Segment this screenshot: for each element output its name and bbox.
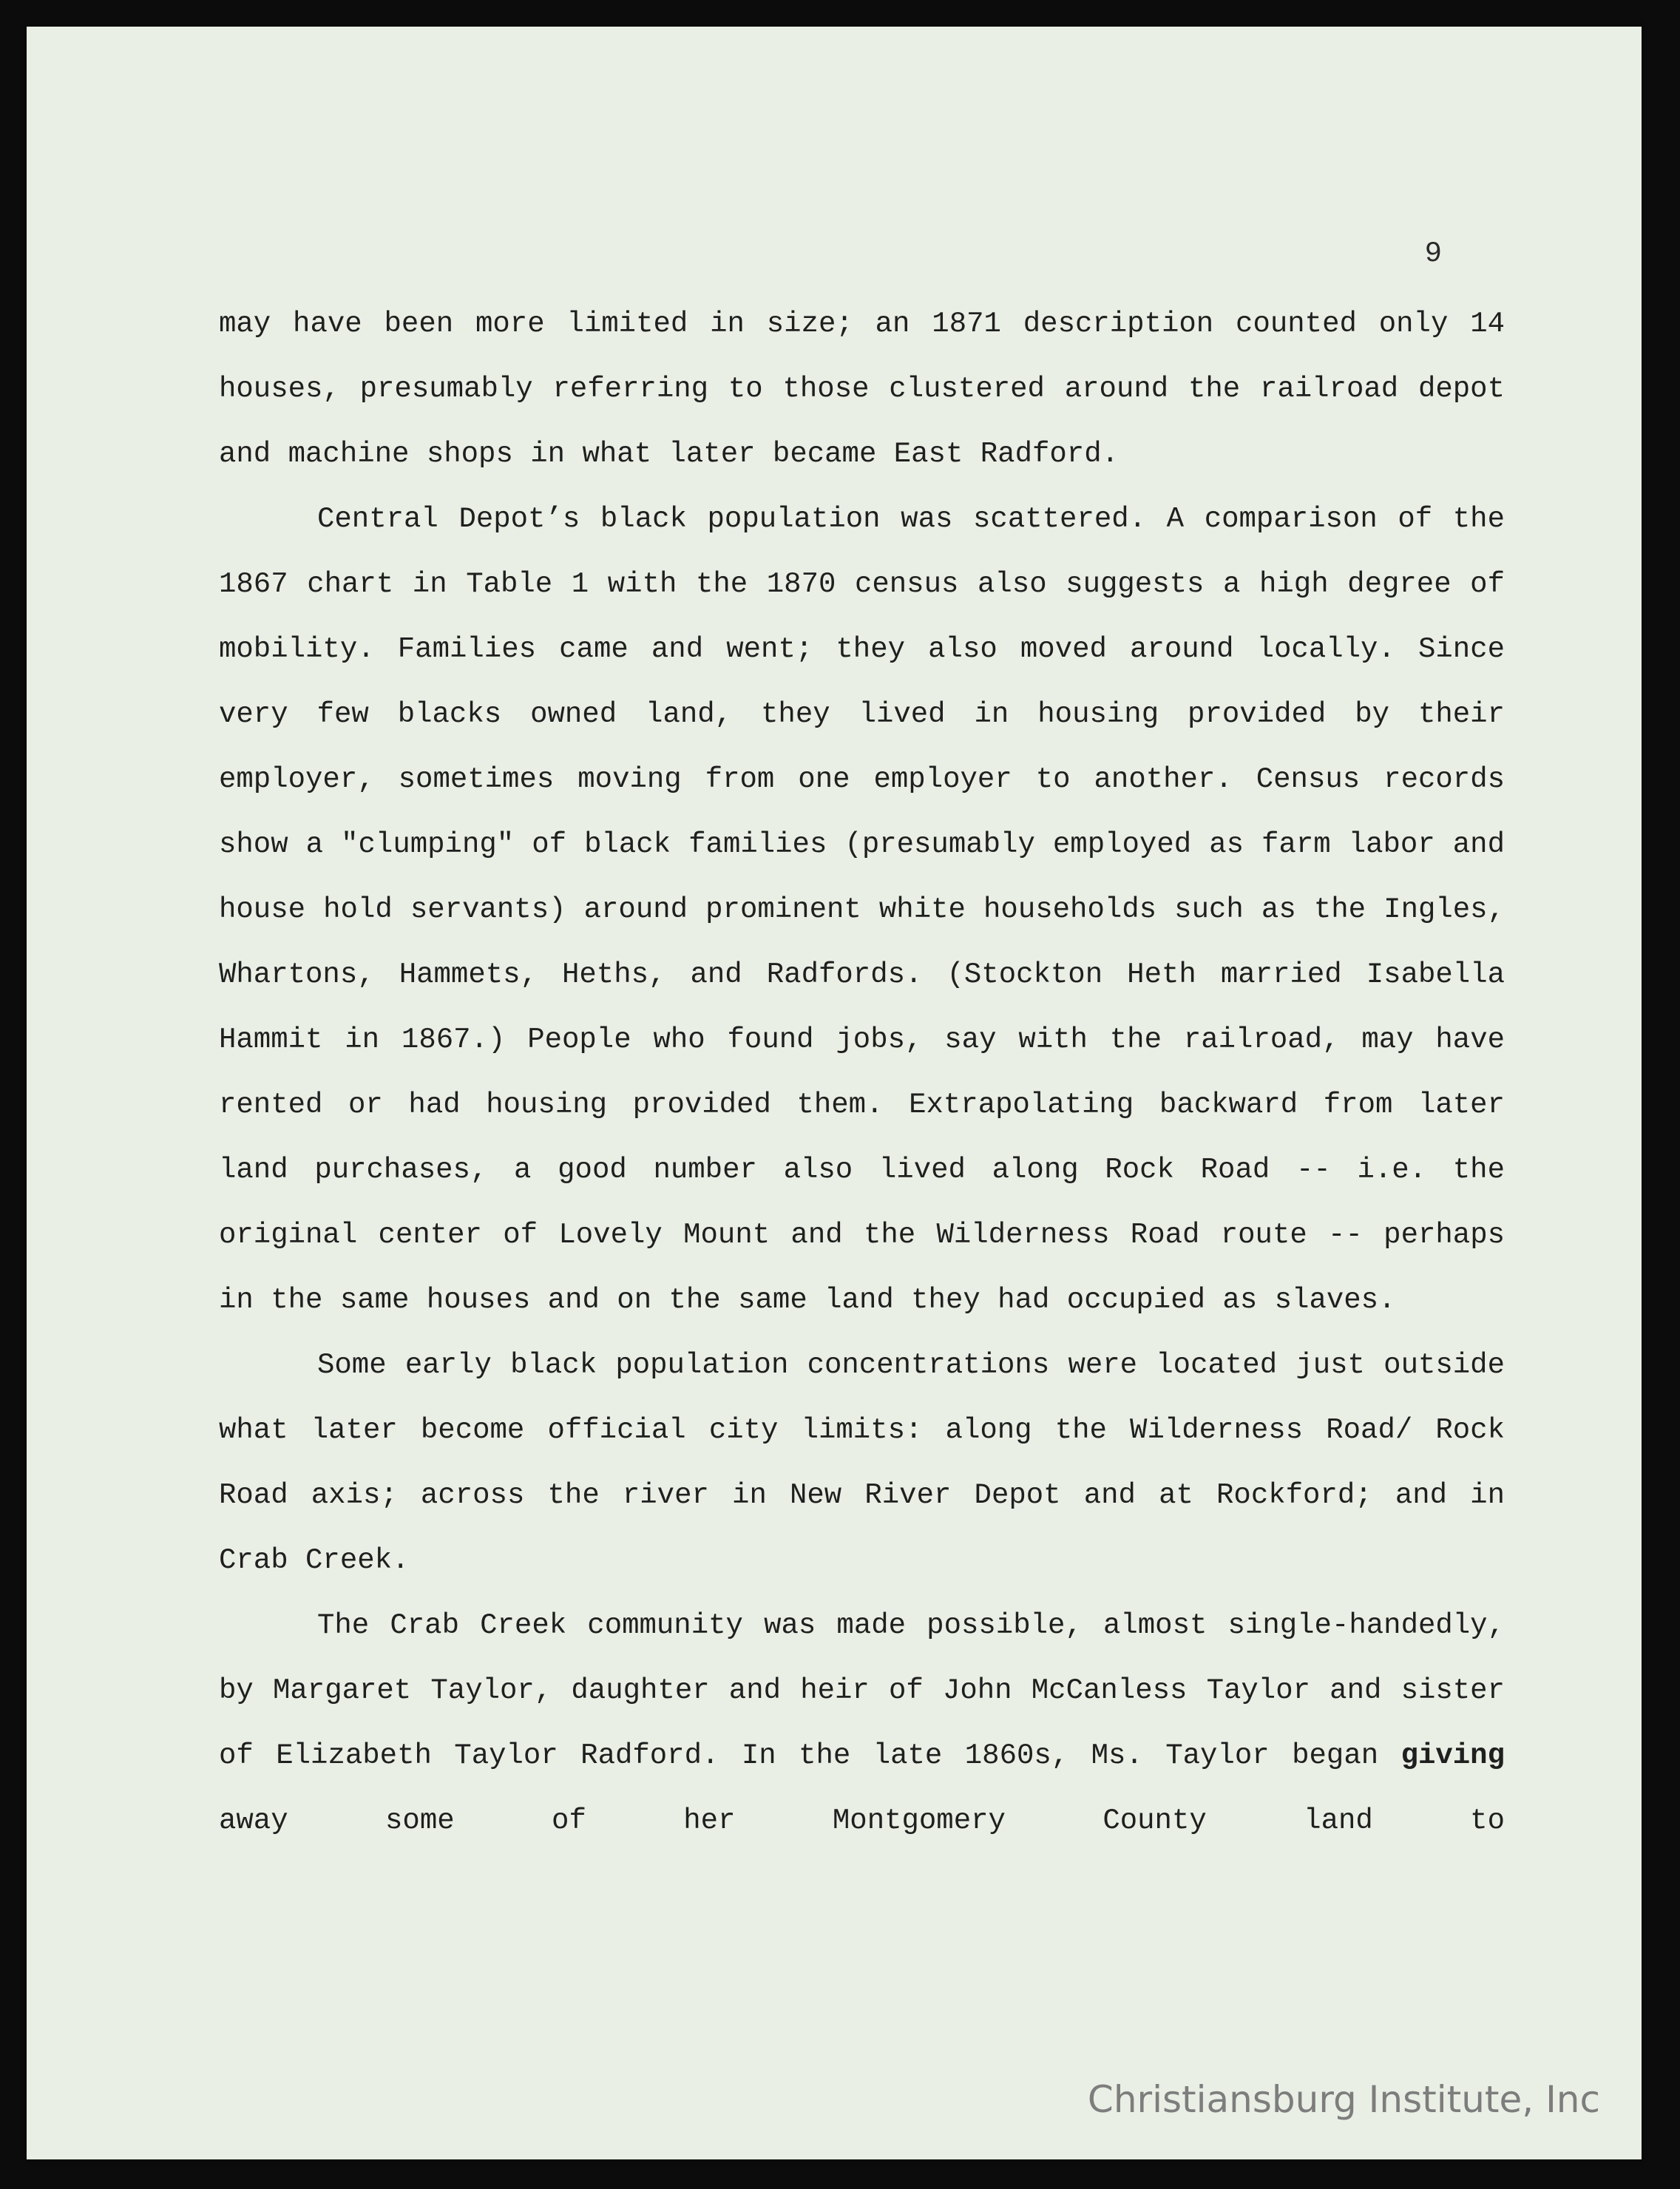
paragraph-4-text-after: away some of her Montgomery County land to (219, 1804, 1505, 1837)
paragraph-4 (219, 1593, 1505, 1853)
paragraph-1: may have been more limited in size; an 1871 description counted only 14 houses, presumably referring to those clustered around the railroad depot and machine shops in what later became East Radford. (219, 308, 1505, 470)
paragraph-4-bold-word: giving (1400, 1739, 1505, 1772)
paragraph-3: Some early black population concentrations were located just outside what later become official city limits: along the Wilderness Road/ Rock Road axis; across the river in New River Depot and at Rockford; and in Crab Creek. (219, 1349, 1505, 1577)
body-text (219, 291, 1505, 1853)
paragraph-4-text-before: The Crab Creek community was made possible, almost single-handedly, by Margaret Taylor, daughter and heir of John McCanless Taylor and sister of Elizabeth Taylor Radford. In the late 1860s, Ms. Taylor began (219, 1609, 1505, 1772)
page-number: 9 (1424, 237, 1442, 270)
paragraph-2: Central Depot’s black population was scattered. A comparison of the 1867 chart in Table 1 with the 1870 census also suggests a high degree of mobility. Families came and went; they also moved around locally. Since very few blacks owned land, they lived in housing provided by their employer, sometimes moving from one employer to another. Census records show a "clumping" of black families (presumably employed as farm labor and house hold servants) around prominent white households such as the Ingles, Whartons, Hammets, Heths, and Radfords. (Stockton Heth married Isabella Hammit in 1867.) People who found jobs, say with the railroad, may have rented or had housing provided them. Extrapolating backward from later land purchases, a good number also lived along Rock Road -- i.e. the original center of Lovely Mount and the Wilderness Road route -- perhaps in the same houses and on the same land they had occupied as slaves. (219, 503, 1505, 1316)
document-page (27, 27, 1642, 2159)
watermark-text: Christiansburg Institute, Inc (1087, 2078, 1600, 2121)
